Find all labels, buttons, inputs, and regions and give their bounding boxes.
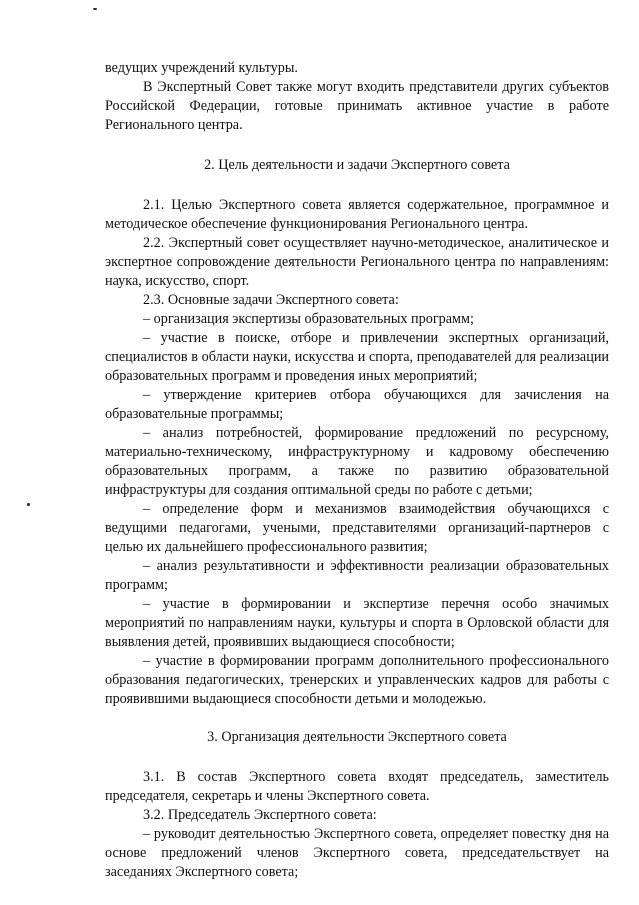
paragraph: 3.1. В состав Экспертного совета входят председатель, заместитель председателя, секретарь и члены Экспертного совета. xyxy=(105,769,609,804)
list-item: – участие в формировании программ дополнительного профессионального образования педагогических, тренерских и управленческих кадров для работы с проявившими выдающиеся способности детьми и молодежью. xyxy=(105,653,609,707)
paragraph: В Экспертный Совет также могут входить представители других субъектов Российской Федерации, готовые принимать активное участие в работе Регионального центра. xyxy=(105,79,609,133)
document-body xyxy=(105,59,609,882)
paragraph: 2.2. Экспертный совет осуществляет научно-методическое, аналитическое и экспертное сопровождение деятельности Регионального центра по направлениям: наука, искусство, спорт. xyxy=(105,235,609,289)
section-heading: 3. Организация деятельности Экспертного совета xyxy=(207,729,507,745)
scan-speck xyxy=(27,503,30,506)
section-heading: 2. Цель деятельности и задачи Экспертного совета xyxy=(204,157,510,173)
list-item: – участие в формировании и экспертизе перечня особо значимых мероприятий по направлениям науки, культуры и спорта в Орловской области для выявления детей, проявивших выдающиеся способности; xyxy=(105,596,609,650)
list-item: – утверждение критериев отбора обучающихся для зачисления на образовательные программы; xyxy=(105,387,609,422)
list-item: – руководит деятельностью Экспертного совета, определяет повестку дня на основе предложений членов Экспертного совета, председательствует на заседаниях Экспертного совета; xyxy=(105,826,609,880)
paragraph: 2.3. Основные задачи Экспертного совета: xyxy=(143,292,399,308)
paragraph: 3.2. Председатель Экспертного совета: xyxy=(143,807,377,823)
list-item: – анализ результативности и эффективности реализации образовательных программ; xyxy=(105,558,609,593)
paragraph: 2.1. Целью Экспертного совета является содержательное, программное и методическое обеспечение функционирования Регионального центра. xyxy=(105,197,609,232)
list-item: – участие в поиске, отборе и привлечении экспертных организаций, специалистов в области науки, искусства и спорта, преподавателей для реализации образовательных программ и проведения иных мероприятий; xyxy=(105,330,609,384)
list-item: – определение форм и механизмов взаимодействия обучающихся с ведущими педагогами, учеными, представителями организаций-партнеров с целью их дальнейшего профессионального развития; xyxy=(105,501,609,555)
scan-speck xyxy=(93,8,97,10)
paragraph: ведущих учреждений культуры. xyxy=(105,60,298,76)
list-item: – анализ потребностей, формирование предложений по ресурсному, материально-техническому, инфраструктурному и кадровому обеспечению образовательных программ, а также по развитию образовательной инфраструктуры для создания оптимальной среды по работе с детьми; xyxy=(105,425,609,498)
list-item: – организация экспертизы образовательных программ; xyxy=(143,311,474,327)
